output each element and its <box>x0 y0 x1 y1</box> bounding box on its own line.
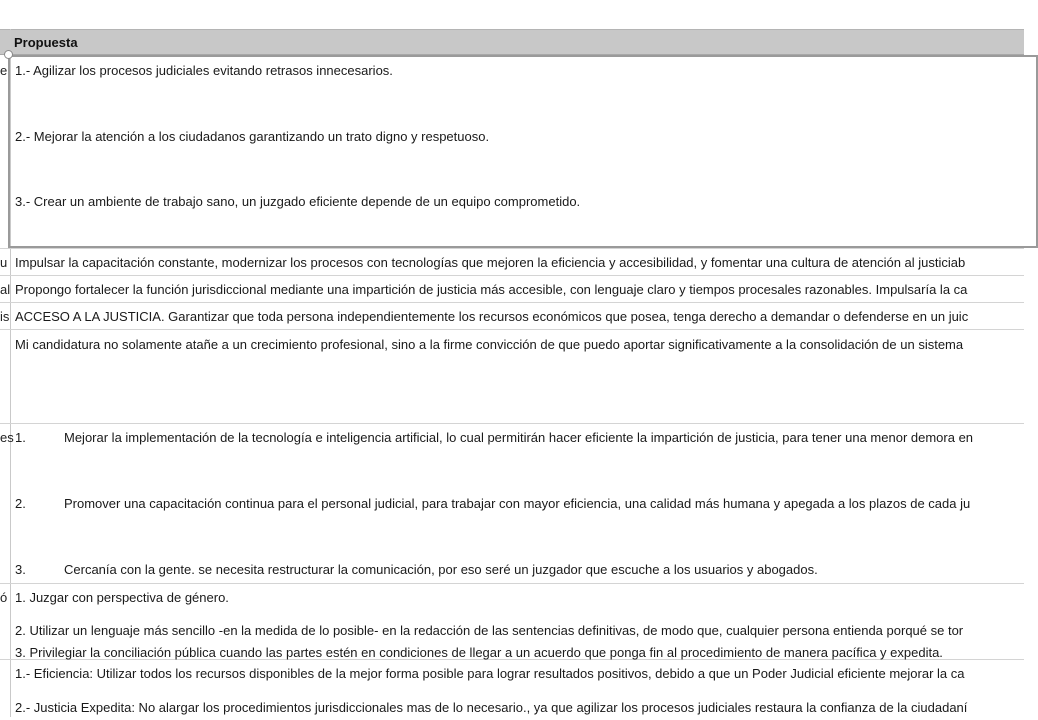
list-item-number: 1. <box>15 430 26 445</box>
list-item-number: 3. <box>15 562 26 577</box>
table-row[interactable] <box>0 249 1024 276</box>
selected-cell-outline <box>8 55 1038 248</box>
cell-line: 1. Juzgar con perspectiva de género. <box>15 590 229 605</box>
cell-line: 2.- Mejorar la atención a los ciudadanos garantizando un trato digno y respetuoso. <box>15 129 490 144</box>
left-cell[interactable]: e <box>0 63 8 78</box>
column-header-propuesta[interactable]: Propuesta <box>14 35 78 50</box>
list-item-text: Promover una capacitación continua para el personal judicial, para trabajar con mayor eficiencia, una calidad más humana y apegada a los plazos de cada ju <box>64 496 971 511</box>
left-cell[interactable]: is <box>0 309 10 324</box>
cell-line[interactable]: Mi candidatura no solamente atañe a un crecimiento profesional, sino a la firme convicción de que puedo aportar significativamente a la consolidación de un sistema <box>15 337 964 352</box>
cell-line[interactable]: Propongo fortalecer la función jurisdiccional mediante una impartición de justicia más accesible, con lenguaje claro y tiempos procesales razonables. Impulsaría la ca <box>15 282 968 297</box>
table-row[interactable] <box>0 276 1024 303</box>
left-cell[interactable]: al <box>0 282 11 297</box>
column-header-row <box>0 29 1024 55</box>
list-item-text: Mejorar la implementación de la tecnología e inteligencia artificial, lo cual permitirán hacer eficiente la impartición de justicia, para tener una menor demora en <box>64 430 974 445</box>
list-item-text: Cercanía con la gente. se necesita restructurar la comunicación, por eso seré un juzgador que escuche a los usuarios y abogados. <box>64 562 818 577</box>
left-cell[interactable]: u <box>0 255 8 270</box>
cell-line: 3.- Crear un ambiente de trabajo sano, un juzgado eficiente depende de un equipo comprometido. <box>15 194 581 209</box>
cell-line: 1.- Agilizar los procesos judiciales evitando retrasos innecesarios. <box>15 63 393 78</box>
table-row[interactable] <box>0 660 1024 720</box>
table-row[interactable] <box>0 330 1024 424</box>
cell-line[interactable]: Impulsar la capacitación constante, modernizar los procesos con tecnologías que mejoren la eficiencia y accesibilidad, y fomentar una cultura de atención al justiciab <box>15 255 966 270</box>
table-row[interactable] <box>0 584 1024 660</box>
list-item-number: 2. <box>15 496 26 511</box>
table-row[interactable] <box>0 303 1024 330</box>
selection-handle[interactable] <box>4 50 13 59</box>
left-cell[interactable]: es <box>0 430 14 445</box>
cell-line: 2.- Justicia Expedita: No alargar los procedimientos jurisdiccionales mas de lo necesario., ya que agilizar los procesos judiciales restaura la confianza de la ciudadaní <box>15 700 968 715</box>
cell-line: 1.- Eficiencia: Utilizar todos los recursos disponibles de la mejor forma posible para lograr resultados positivos, debido a que un Poder Judicial eficiente mejorar la ca <box>15 666 965 681</box>
cell-line[interactable]: ACCESO A LA JUSTICIA. Garantizar que toda persona independientemente los recursos económicos que posea, tenga derecho a demandar o defenderse en un juic <box>15 309 969 324</box>
cell-line: 3. Privilegiar la conciliación pública cuando las partes estén en condiciones de llegar a un acuerdo que ponga fin al procedimiento de manera pacífica y expedita. <box>15 645 943 660</box>
left-cell[interactable]: ó <box>0 590 8 605</box>
table-row[interactable] <box>0 424 1024 584</box>
cell-line: 2. Utilizar un lenguaje más sencillo -en la medida de lo posible- en la redacción de las sentencias definitivas, de modo que, cualquier persona entienda porqué se tor <box>15 623 964 638</box>
toolbar-gap <box>0 0 1024 29</box>
